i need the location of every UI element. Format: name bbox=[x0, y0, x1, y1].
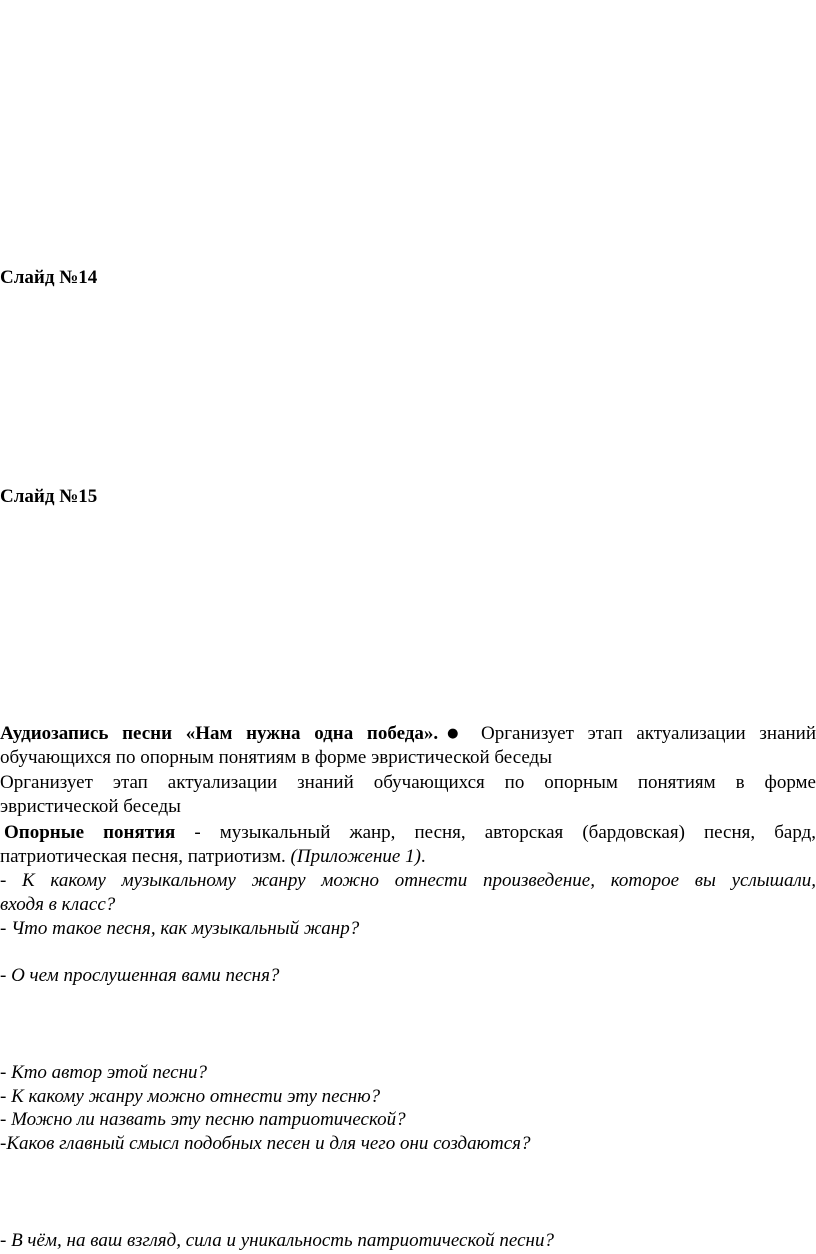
audio-paragraph-line-2: обучающихся по опорным понятиям в форме эвристической беседы bbox=[0, 747, 552, 768]
audio-paragraph-line-1 bbox=[0, 722, 816, 746]
slide-14-title: Слайд №14 bbox=[0, 267, 98, 288]
concepts-label: Опорные понятия bbox=[4, 822, 176, 843]
concepts-text-2: патриотическая песня, патриотизм. bbox=[0, 846, 291, 867]
slide-15-title: Слайд №15 bbox=[0, 486, 98, 507]
appendix-reference: (Приложение 1) bbox=[290, 846, 421, 867]
question-1-line-2: входя в класс? bbox=[0, 894, 116, 915]
question-1-line-1: - К какому музыкальному жанру можно отнести произведение, которое вы услышали, bbox=[0, 870, 816, 891]
question-8: - В чём, на ваш взгляд, сила и уникальность патриотической песни? bbox=[0, 1230, 554, 1251]
audio-title: Аудиозапись песни «Нам нужна одна победа». bbox=[0, 723, 439, 744]
repeat-paragraph-line-1: Организует этап актуализации знаний обучающихся по опорным понятиям в форме bbox=[0, 772, 816, 793]
question-2: - Что такое песня, как музыкальный жанр? bbox=[0, 918, 360, 939]
appendix-end: . bbox=[420, 846, 426, 867]
concepts-text: - музыкальный жанр, песня, авторская (бардовская) песня, бард, bbox=[175, 822, 816, 843]
question-6: - Можно ли назвать эту песню патриотической? bbox=[0, 1109, 406, 1130]
question-4: - Кто автор этой песни? bbox=[0, 1062, 208, 1083]
question-5: - К какому жанру можно отнести эту песню? bbox=[0, 1086, 381, 1107]
audio-text: Организует этап актуализации знаний bbox=[467, 723, 816, 744]
concepts-line-2 bbox=[0, 845, 816, 869]
repeat-paragraph-line-2: эвристической беседы bbox=[0, 796, 181, 817]
question-3: - О чем прослушенная вами песня? bbox=[0, 965, 280, 986]
bullet-icon: ● bbox=[438, 726, 468, 741]
question-7: -Каков главный смысл подобных песен и для чего они создаются? bbox=[0, 1133, 531, 1154]
concepts-line-1 bbox=[4, 821, 816, 845]
